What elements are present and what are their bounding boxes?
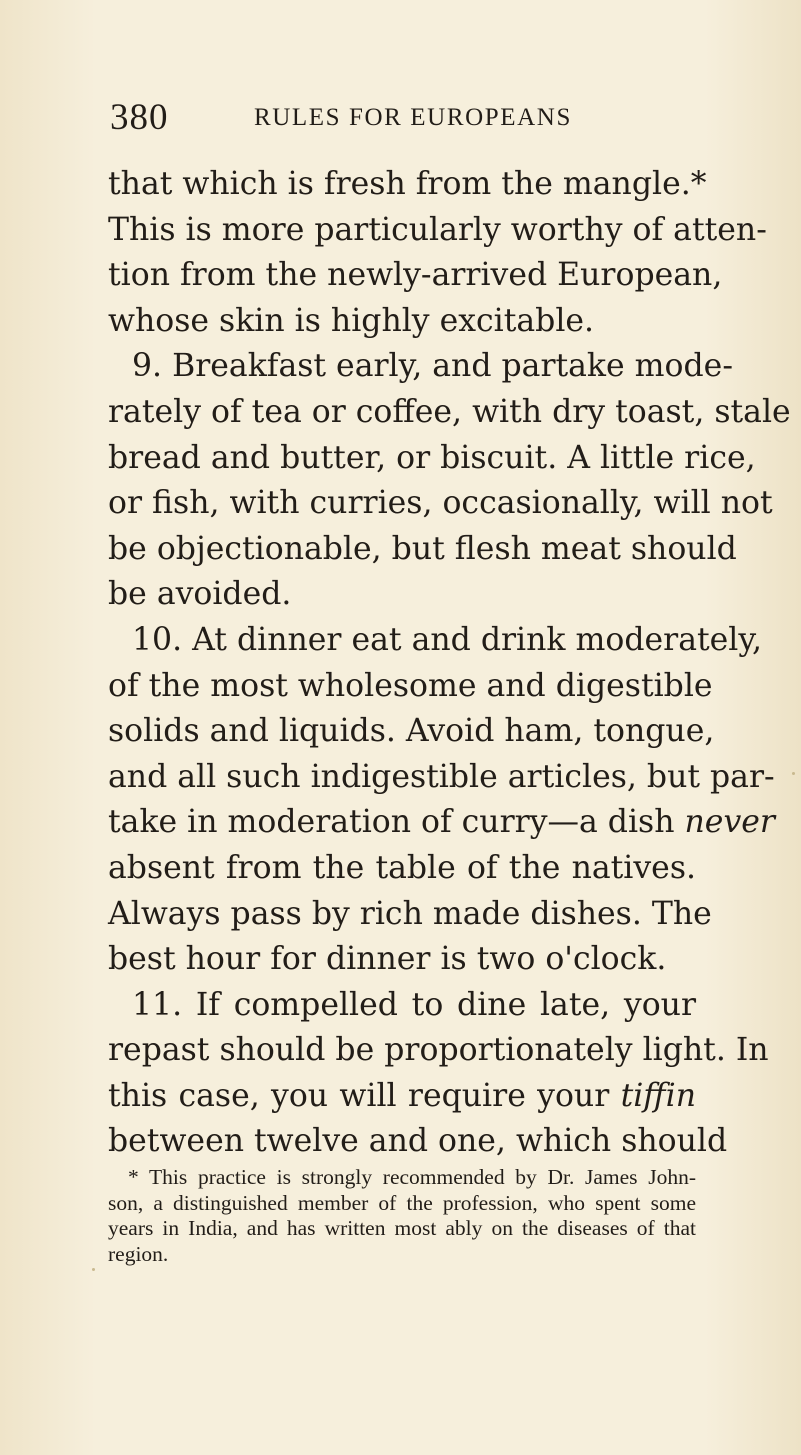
- body-line: This is more particularly worthy of atten-: [108, 211, 767, 248]
- body-line: best hour for dinner is two o'clock.: [108, 941, 667, 978]
- body-line: be objectionable, but flesh meat should: [108, 530, 737, 567]
- paper-speck: [792, 772, 795, 775]
- footnote-line: son, a distinguished member of the profession, who spent some: [108, 1190, 696, 1215]
- italic-word: tiffin: [620, 1077, 696, 1114]
- body-line: between twelve and one, which should: [108, 1123, 728, 1160]
- body-text: [108, 162, 791, 1165]
- body-line: of the most wholesome and digestible: [108, 667, 713, 704]
- footnote: [108, 1165, 696, 1267]
- running-head: RULES FOR EUROPEANS: [254, 104, 572, 131]
- italic-word: never: [684, 804, 775, 841]
- body-line-italic-tiffin: this case, you will require your tiffin: [108, 1077, 696, 1114]
- body-line: bread and butter, or biscuit. A little rice,: [108, 439, 756, 476]
- footnote-line: region.: [108, 1241, 169, 1266]
- body-line: that which is fresh from the mangle.*: [108, 166, 707, 202]
- body-line: rately of tea or coffee, with dry toast, stale: [108, 393, 791, 430]
- body-line-italic-never: take in moderation of curry—a dish never: [108, 804, 775, 841]
- footnote-line: * This practice is strongly recommended by Dr. James John-: [128, 1165, 696, 1189]
- body-line: or fish, with curries, occasionally, will not: [108, 485, 773, 522]
- paragraph-9-start: 9. Breakfast early, and partake mode-: [132, 348, 733, 385]
- body-line: whose skin is highly excitable.: [108, 302, 595, 339]
- body-line: be avoided.: [108, 576, 292, 613]
- body-line: and all such indigestible articles, but par-: [108, 758, 775, 795]
- body-line: Always pass by rich made dishes. The: [108, 895, 712, 932]
- body-line: absent from the table of the natives.: [108, 849, 696, 886]
- paragraph-11-start: 11. If compelled to dine late, your: [132, 986, 696, 1023]
- body-line: solids and liquids. Avoid ham, tongue,: [108, 713, 715, 750]
- page-header: [110, 96, 610, 140]
- body-line: repast should be proportionately light. In: [108, 1032, 769, 1069]
- paper-speck: [92, 1268, 95, 1271]
- body-line: tion from the newly-arrived European,: [108, 257, 723, 294]
- footnote-line: years in India, and has written most ably on the diseases of that: [108, 1216, 696, 1240]
- page-number: 380: [110, 97, 169, 138]
- paragraph-10-start: 10. At dinner eat and drink moderately,: [132, 621, 762, 658]
